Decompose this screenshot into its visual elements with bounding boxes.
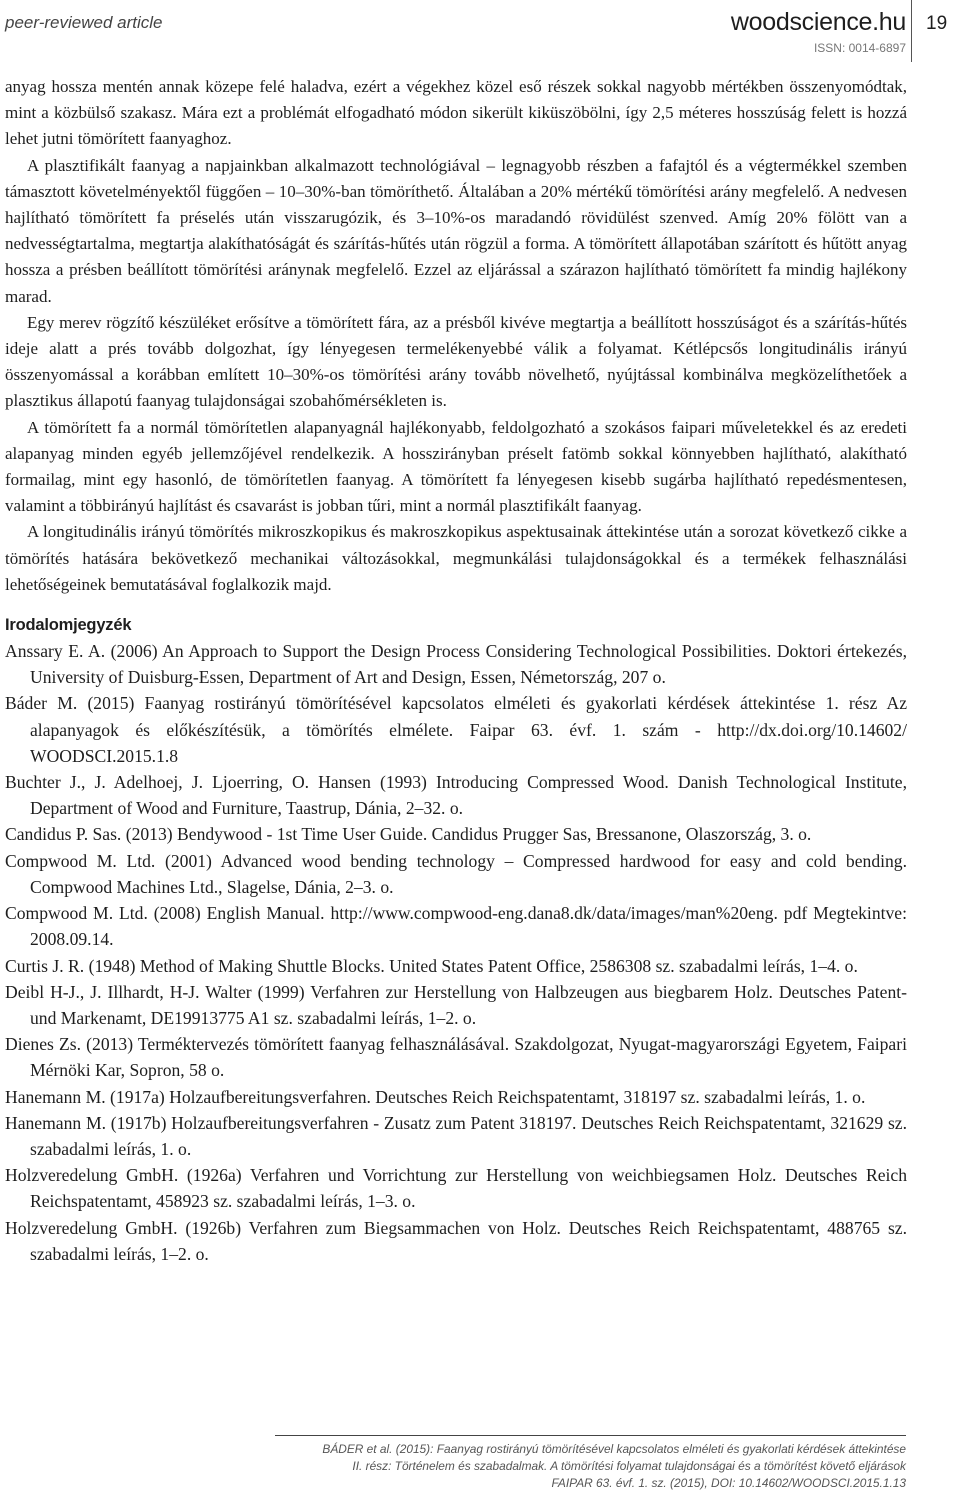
page-number: 19 [911,0,960,62]
reference-item: Hanemann M. (1917a) Holzaufbereitungsverfahren. Deutsches Reich Reichspatentamt, 318197 sz. szabadalmi leírás, 1. o. [5,1086,866,1107]
body-paragraph: A tömörített fa a normál tömörítetlen alapanyagnál hajlékonyabb, feldolgozható a szokásos faipari műveletekkel és az eredeti alapanyag minden egyéb jellemzőjével rendelkezik. A hosszirányban préselt fatömb sokkal könnyebben hajlítható, alakítható formailag, mint egy hasonló, de tömörítetlen faanyag. A tömörített fa lényegesen kisebb sugárba hajlítható repedésmentesen, valamint a többirányú hajlítást és csavarást is jobban tűri, mint a normál plasztifikált faanyag. [5,417,907,516]
reference-item: Báder M. (2015) Faanyag rostirányú tömörítésével kapcsolatos elméleti és gyakorlati kérdések áttekintése 1. rész Az alapanyagok és előkészítésük, a tömörítés elmélete. Faipar 63. évf. 1. szám - http://dx.doi.org/10.14602/ WOODSCI.2015.1.8 [5,693,907,766]
body-paragraph: A longitudinális irányú tömörítés mikroszkopikus és makroszkopikus aspektusainak áttekintése után a sorozat következő cikke a tömörítés hatására bekövetkező mechanikai változásokkal, megmunkálási tulajdonságokkal és a termékek felhasználási lehetőségeinek bemutatásával foglalkozik majd. [5,522,907,594]
article-body [5,74,907,1267]
body-paragraph: anyag hossza mentén annak közepe felé haladva, ezért a végekhez közel eső részek sokkal nagyobb mértékben összenyomódtak, mint a közbülső szakasz. Mára ezt a problémát elfogadható módon sikerült kiküszöbölni, így 2,5 méteres hosszúság felett is hozzá lehet jutni tömörített faanyaghoz. [5,77,907,149]
site-name: woodscience.hu [730,8,906,36]
references-heading: Irodalomjegyzék [5,616,132,635]
body-paragraph: A plasztifikált faanyag a napjainkban alkalmazott technológiával – legnagyobb részben a fafajtól és a végtermékkel szemben támasztott követelményektől függően – 10–30%-ban tömöríthető. Általában a 20% mértékű tömörítési arány megfelelő. A nedvesen hajlítható tömörített fa préselés után visszarugózik, és 3–10%-os maradandó rövidülést szenved. Amíg 20% fölött van a nedvességtartalma, megtartja alakíthatóságát és szárítás-hűtés után rögzül a forma. A tömörített állapotában szárított és hűtött anyag hossza a présben beállított tömörítési aránynak megfelelő. Ezzel az eljárással a szárazon hajlítható tömörített fa mindig hajlékony marad. [5,155,907,306]
reference-item: Hanemann M. (1917b) Holzaufbereitungsverfahren - Zusatz zum Patent 318197. Deutsches Reich Reichspatentamt, 321629 sz. szabadalmi leírás, 1. o. [5,1112,907,1159]
references-list [5,638,907,1267]
page-header [0,0,960,70]
page-footer [275,1435,906,1492]
footer-citation-line: FAIPAR 63. évf. 1. sz. (2015), DOI: 10.14602/WOODSCI.2015.1.13 [551,1476,906,1490]
reference-item: Candidus P. Sas. (2013) Bendywood - 1st Time User Guide. Candidus Prugger Sas, Bressanone, Olaszország, 3. o. [5,824,812,845]
reference-item: Holzveredelung GmbH. (1926b) Verfahren zum Biegsammachen von Holz. Deutsches Reich Reichspatentamt, 488765 sz. szabadalmi leírás, 1–2. o. [5,1217,907,1264]
article-type-label: peer-reviewed article [5,13,163,32]
reference-item: Dienes Zs. (2013) Terméktervezés tömörített faanyag felhasználásával. Szakdolgozat, Nyugat-magyarországi Egyetem, Faipari Mérnöki Kar, Sopron, 58 o. [5,1034,907,1081]
reference-item: Curtis J. R. (1948) Method of Making Shuttle Blocks. United States Patent Office, 2586308 sz. szabadalmi leírás, 1–4. o. [5,955,858,976]
reference-item: Anssary E. A. (2006) An Approach to Support the Design Process Considering Technological Possibilities. Doktori értekezés, University of Duisburg-Essen, Department of Art and Design, Essen, Németország, 207 o. [5,641,907,688]
reference-item: Compwood M. Ltd. (2008) English Manual. http://www.compwood-eng.dana8.dk/data/images/man%20eng. pdf Megtekintve: 2008.09.14. [5,903,907,950]
reference-item: Buchter J., J. Adelhoej, J. Ljoerring, O. Hansen (1993) Introducing Compressed Wood. Danish Technological Institute, Department of Wood and Furniture, Taastrup, Dánia, 2–32. o. [5,772,907,819]
body-paragraph: Egy merev rögzítő készüléket erősítve a tömörített fára, az a présből kivéve megtartja a beállított hosszúságot és a szárítás-hűtés ideje alatt a prés tovább dolgozhat, így lényegesen termelékenyebbé válik a folyamat. Kétlépcsős longitudinális irányú összenyomással a korábban említett 10–30%-os tömörítési arány tovább növelhető, nyújtással kombinálva megközelíthetőek a plasztikus állapotú faanyag tulajdonságai szobahőmérsékleten is. [5,312,907,411]
footer-citation-line: BÁDER et al. (2015): Faanyag rostirányú tömörítésével kapcsolatos elméleti és gyakorlati kérdések áttekintése [322,1442,906,1456]
footer-citation-line: II. rész: Történelem és szabadalmak. A tömörítési folyamat tulajdonságai és a tömörítést követő eljárások [352,1459,906,1473]
reference-item: Deibl H-J., J. Illhardt, H-J. Walter (1999) Verfahren zur Herstellung von Halbzeugen aus biegbarem Holz. Deutsches Patent- und Markenamt, DE19913775 A1 sz. szabadalmi leírás, 1–2. o. [5,981,907,1028]
reference-item: Holzveredelung GmbH. (1926a) Verfahren und Vorrichtung zur Herstellung von weichbiegsamen Holz. Deutsches Reich Reichspatentamt, 458923 sz. szabadalmi leírás, 1–3. o. [5,1165,907,1212]
issn-label: ISSN: 0014-6897 [813,41,906,55]
reference-item: Compwood M. Ltd. (2001) Advanced wood bending technology – Compressed hardwood for easy and cold bending. Compwood Machines Ltd., Slagelse, Dánia, 2–3. o. [5,850,907,897]
